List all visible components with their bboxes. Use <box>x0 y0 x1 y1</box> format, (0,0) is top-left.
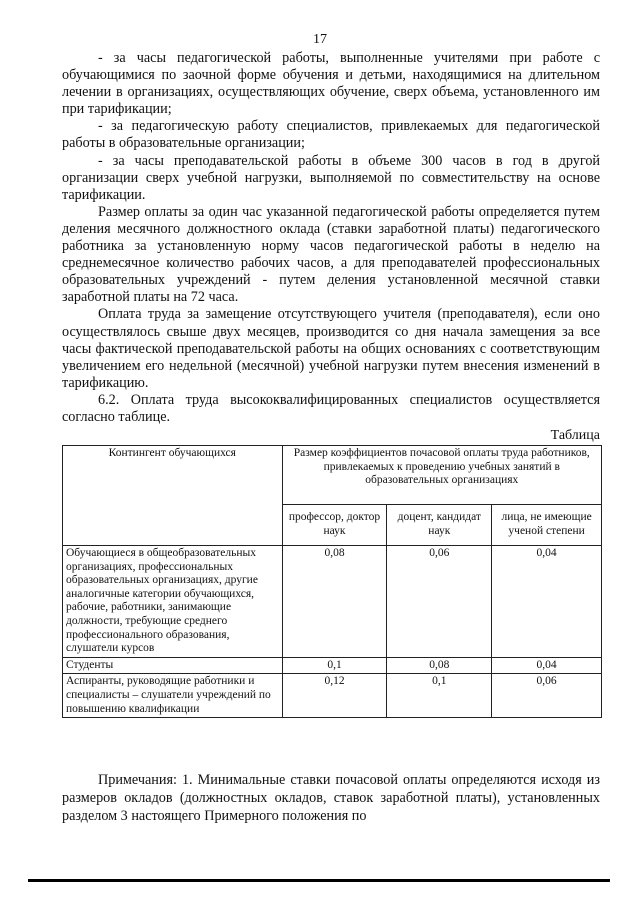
paragraph: - за часы педагогической работы, выполненные учителями при работе с обучающимися по заочной форме обучения и детьми, находящимися на длительном лечении в организациях, осуществляющих обучение, сверх объема, установленного им при тарификации; <box>62 50 600 118</box>
subheader-docent: доцент, кандидат наук <box>387 505 492 546</box>
paragraph: - за педагогическую работу специалистов, привлекаемых для педагогической работы в образовательные организации; <box>62 118 600 152</box>
cell-value: 0,08 <box>282 546 387 658</box>
notes-text: Примечания: 1. Минимальные ставки почасовой оплаты определяются исходя из размеров окладов (должностных окладов, ставок заработной платы), установленных разделом 3 настоящего Примерного положения по <box>62 772 600 824</box>
cell-value: 0,04 <box>492 546 602 658</box>
row-label: Аспиранты, руководящие работники и специалисты – слушатели учреждений по повышению квалификации <box>63 674 283 718</box>
header-contingent: Контингент обучающихся <box>63 446 283 546</box>
table-header-row <box>63 446 602 505</box>
paragraph: Размер оплаты за один час указанной педагогической работы определяется путем деления месячного должностного оклада (ставки заработной платы) педагогического работника за установленную норму часов педагогической работы в неделю на среднемесячное количество рабочих часов, а для преподавателей профессиональных образовательных учреждений - путем деления установленной месячной ставки заработной платы на 72 часа. <box>62 203 600 306</box>
paragraph: 6.2. Оплата труда высококвалифицированных специалистов осуществляется согласно таблице. <box>62 391 600 425</box>
cell-value: 0,1 <box>387 674 492 718</box>
paragraph: - за часы преподавательской работы в объеме 300 часов в год в другой организации сверх учебной нагрузки, выполняемой по совместительству на основе тарификации. <box>62 152 600 203</box>
table-row <box>63 657 602 674</box>
cell-value: 0,1 <box>282 657 387 674</box>
page-number: 17 <box>313 32 327 47</box>
table-row <box>63 546 602 658</box>
body-text <box>62 50 600 426</box>
row-label: Студенты <box>63 657 283 674</box>
cell-value: 0,06 <box>492 674 602 718</box>
cell-value: 0,06 <box>387 546 492 658</box>
paragraph: Оплата труда за замещение отсутствующего учителя (преподавателя), если оно осуществлялось свыше двух месяцев, производится со дня начала замещения за все часы фактической преподавательской работы на общих основаниях с соответствующим увеличением его недельной (месячной) учебной нагрузки путем внесения изменений в тарификацию. <box>62 306 600 391</box>
table-row <box>63 674 602 718</box>
table-caption: Таблица <box>550 428 600 443</box>
subheader-no-degree: лица, не имеющие ученой степени <box>492 505 602 546</box>
cell-value: 0,12 <box>282 674 387 718</box>
bottom-rule <box>28 879 610 882</box>
cell-value: 0,04 <box>492 657 602 674</box>
subheader-professor: профессор, доктор наук <box>282 505 387 546</box>
notes-section <box>62 771 600 825</box>
header-coefficients: Размер коэффициентов почасовой оплаты труда работников, привлекаемых к проведению учебных занятий в образовательных организациях <box>282 446 601 505</box>
row-label: Обучающиеся в общеобразовательных организациях, профессиональных образовательных организациях, другие аналогичные категории обучающихся, рабочие, работники, занимающие должности, требующие среднего профессионального образования, слушатели курсов <box>63 546 283 658</box>
cell-value: 0,08 <box>387 657 492 674</box>
rates-table <box>62 445 602 718</box>
